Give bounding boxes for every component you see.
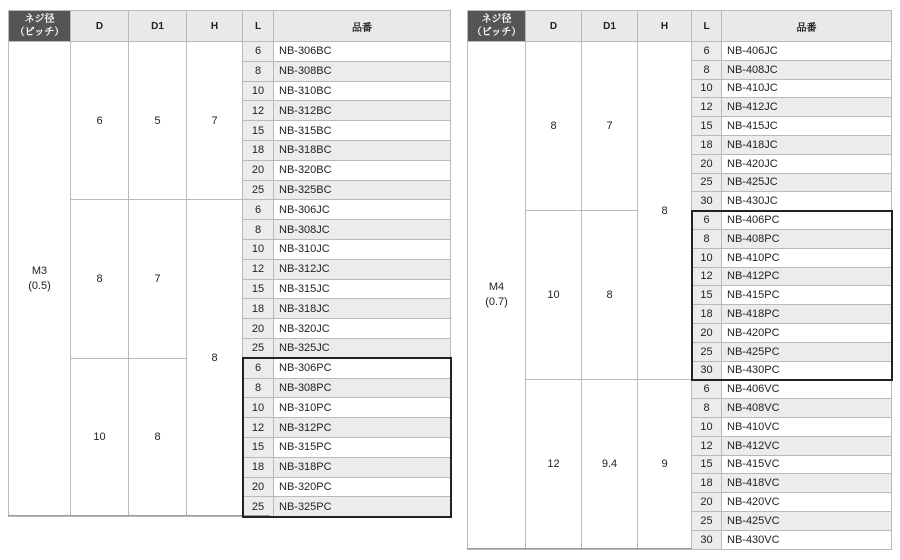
pitch-header (9, 11, 71, 42)
length-value: 8 (692, 229, 722, 248)
l-header: L (692, 11, 722, 42)
length-value: 10 (243, 398, 274, 418)
part-number: NB-310BC (274, 81, 451, 101)
length-value: 20 (243, 477, 274, 497)
part-number: NB-406JC (722, 42, 892, 61)
length-value: 15 (692, 455, 722, 474)
part-number: NB-412VC (722, 436, 892, 455)
part-number: NB-315BC (274, 121, 451, 141)
length-value: 10 (692, 79, 722, 98)
length-value: 10 (692, 417, 722, 436)
part-number: NB-312BC (274, 101, 451, 121)
part-number: NB-406PC (722, 211, 892, 230)
length-value: 8 (692, 399, 722, 418)
part-number: NB-325JC (274, 338, 451, 358)
d-value: 6 (71, 42, 129, 200)
pitch-header-line2: （ピッチ） (14, 27, 65, 38)
part-number: NB-406VC (722, 380, 892, 399)
length-value: 8 (692, 60, 722, 79)
length-value: 10 (692, 248, 722, 267)
length-value: 25 (692, 173, 722, 192)
length-value: 15 (692, 117, 722, 136)
part-number: NB-308PC (274, 378, 451, 398)
part-number: NB-306BC (274, 42, 451, 62)
part-number: NB-320BC (274, 160, 451, 180)
length-value: 18 (243, 457, 274, 477)
length-value: 15 (243, 121, 274, 141)
part-number: NB-418JC (722, 135, 892, 154)
part-number: NB-430PC (722, 361, 892, 380)
d-value: 10 (526, 211, 582, 380)
length-value: 15 (243, 437, 274, 457)
thread-pitch: (0.5) (28, 280, 51, 293)
h-header: H (187, 11, 243, 42)
h-value: 8 (638, 42, 692, 380)
part-number: NB-312PC (274, 418, 451, 438)
thread-size-cell (9, 42, 71, 517)
length-value: 20 (692, 154, 722, 173)
part-number: NB-410PC (722, 248, 892, 267)
part-number: NB-308JC (274, 220, 451, 240)
length-value: 25 (692, 511, 722, 530)
length-value: 18 (692, 135, 722, 154)
l-header: L (243, 11, 274, 42)
table-row (468, 380, 892, 399)
length-value: 12 (692, 267, 722, 286)
part-number: NB-415PC (722, 286, 892, 305)
length-value: 30 (692, 192, 722, 211)
part-number: NB-408PC (722, 229, 892, 248)
length-value: 15 (243, 279, 274, 299)
d1-header: D1 (582, 11, 638, 42)
part-number: NB-325BC (274, 180, 451, 200)
part-number: NB-430JC (722, 192, 892, 211)
d1-header: D1 (129, 11, 187, 42)
length-value: 6 (243, 200, 274, 220)
d1-value: 7 (582, 42, 638, 211)
part-number: NB-418PC (722, 305, 892, 324)
length-value: 18 (243, 299, 274, 319)
length-value: 12 (692, 98, 722, 117)
part-number: NB-420JC (722, 154, 892, 173)
part-number: NB-325PC (274, 497, 451, 517)
length-value: 20 (243, 160, 274, 180)
part-number: NB-408JC (722, 60, 892, 79)
table-row (468, 42, 892, 61)
d1-value: 8 (129, 358, 187, 516)
part-number: NB-412JC (722, 98, 892, 117)
h-value: 8 (187, 200, 243, 517)
d-value: 12 (526, 380, 582, 549)
d1-value: 8 (582, 211, 638, 380)
length-value: 18 (692, 474, 722, 493)
part-number: NB-310JC (274, 239, 451, 259)
pitch-header-line1: ネジ径 (24, 14, 55, 25)
length-value: 12 (243, 101, 274, 121)
length-value: 25 (243, 497, 274, 517)
length-value: 12 (243, 418, 274, 438)
length-value: 30 (692, 530, 722, 549)
part-number: NB-425VC (722, 511, 892, 530)
part-number: NB-418VC (722, 474, 892, 493)
pitch-header-line1: ネジ径 (481, 14, 512, 25)
table-row (9, 200, 451, 220)
part-number: NB-310PC (274, 398, 451, 418)
part-number-header: 品番 (274, 11, 451, 42)
m3-table-body (9, 42, 451, 517)
left-bottom-rule (8, 515, 270, 516)
thread-pitch: (0.7) (485, 296, 508, 309)
m4-spec-table (467, 10, 892, 550)
d-value: 10 (71, 358, 129, 516)
d1-value: 5 (129, 42, 187, 200)
length-value: 20 (243, 319, 274, 339)
part-number: NB-320JC (274, 319, 451, 339)
part-number: NB-420VC (722, 493, 892, 512)
thread-size: M3 (31, 265, 48, 278)
part-number: NB-315PC (274, 437, 451, 457)
part-number: NB-306JC (274, 200, 451, 220)
part-number: NB-318JC (274, 299, 451, 319)
length-value: 30 (692, 361, 722, 380)
length-value: 6 (692, 211, 722, 230)
part-number: NB-415VC (722, 455, 892, 474)
length-value: 15 (692, 286, 722, 305)
d-value: 8 (71, 200, 129, 358)
length-value: 12 (692, 436, 722, 455)
length-value: 10 (243, 81, 274, 101)
h-header: H (638, 11, 692, 42)
part-number: NB-425JC (722, 173, 892, 192)
part-number: NB-415JC (722, 117, 892, 136)
d-value: 8 (526, 42, 582, 211)
part-number: NB-320PC (274, 477, 451, 497)
part-number: NB-318BC (274, 140, 451, 160)
length-value: 25 (243, 338, 274, 358)
length-value: 25 (243, 180, 274, 200)
length-value: 18 (243, 140, 274, 160)
length-value: 8 (243, 220, 274, 240)
length-value: 6 (243, 358, 274, 378)
d1-value: 9.4 (582, 380, 638, 549)
length-value: 6 (692, 42, 722, 61)
part-number: NB-410VC (722, 417, 892, 436)
length-value: 20 (692, 493, 722, 512)
length-value: 10 (243, 239, 274, 259)
length-value: 8 (243, 61, 274, 81)
part-number: NB-318PC (274, 457, 451, 477)
right-bottom-rule (467, 548, 692, 549)
h-value: 9 (638, 380, 692, 549)
part-number: NB-315JC (274, 279, 451, 299)
length-value: 6 (243, 42, 274, 62)
m4-table-body (468, 42, 892, 550)
d-header: D (526, 11, 582, 42)
length-value: 12 (243, 259, 274, 279)
h-value: 7 (187, 42, 243, 200)
pitch-header-line2: （ピッチ） (471, 27, 522, 38)
length-value: 6 (692, 380, 722, 399)
part-number: NB-312JC (274, 259, 451, 279)
d1-value: 7 (129, 200, 187, 358)
length-value: 25 (692, 342, 722, 361)
part-number: NB-308BC (274, 61, 451, 81)
part-number: NB-430VC (722, 530, 892, 549)
part-number: NB-420PC (722, 323, 892, 342)
part-number: NB-306PC (274, 358, 451, 378)
table-row (9, 42, 451, 62)
part-number: NB-425PC (722, 342, 892, 361)
length-value: 8 (243, 378, 274, 398)
part-number: NB-408VC (722, 399, 892, 418)
part-number: NB-412PC (722, 267, 892, 286)
part-number: NB-410JC (722, 79, 892, 98)
thread-size: M4 (488, 281, 505, 294)
length-value: 18 (692, 305, 722, 324)
length-value: 20 (692, 323, 722, 342)
thread-size-cell (468, 42, 526, 550)
pitch-header (468, 11, 526, 42)
d-header: D (71, 11, 129, 42)
m3-spec-table (8, 10, 451, 517)
part-number-header: 品番 (722, 11, 892, 42)
